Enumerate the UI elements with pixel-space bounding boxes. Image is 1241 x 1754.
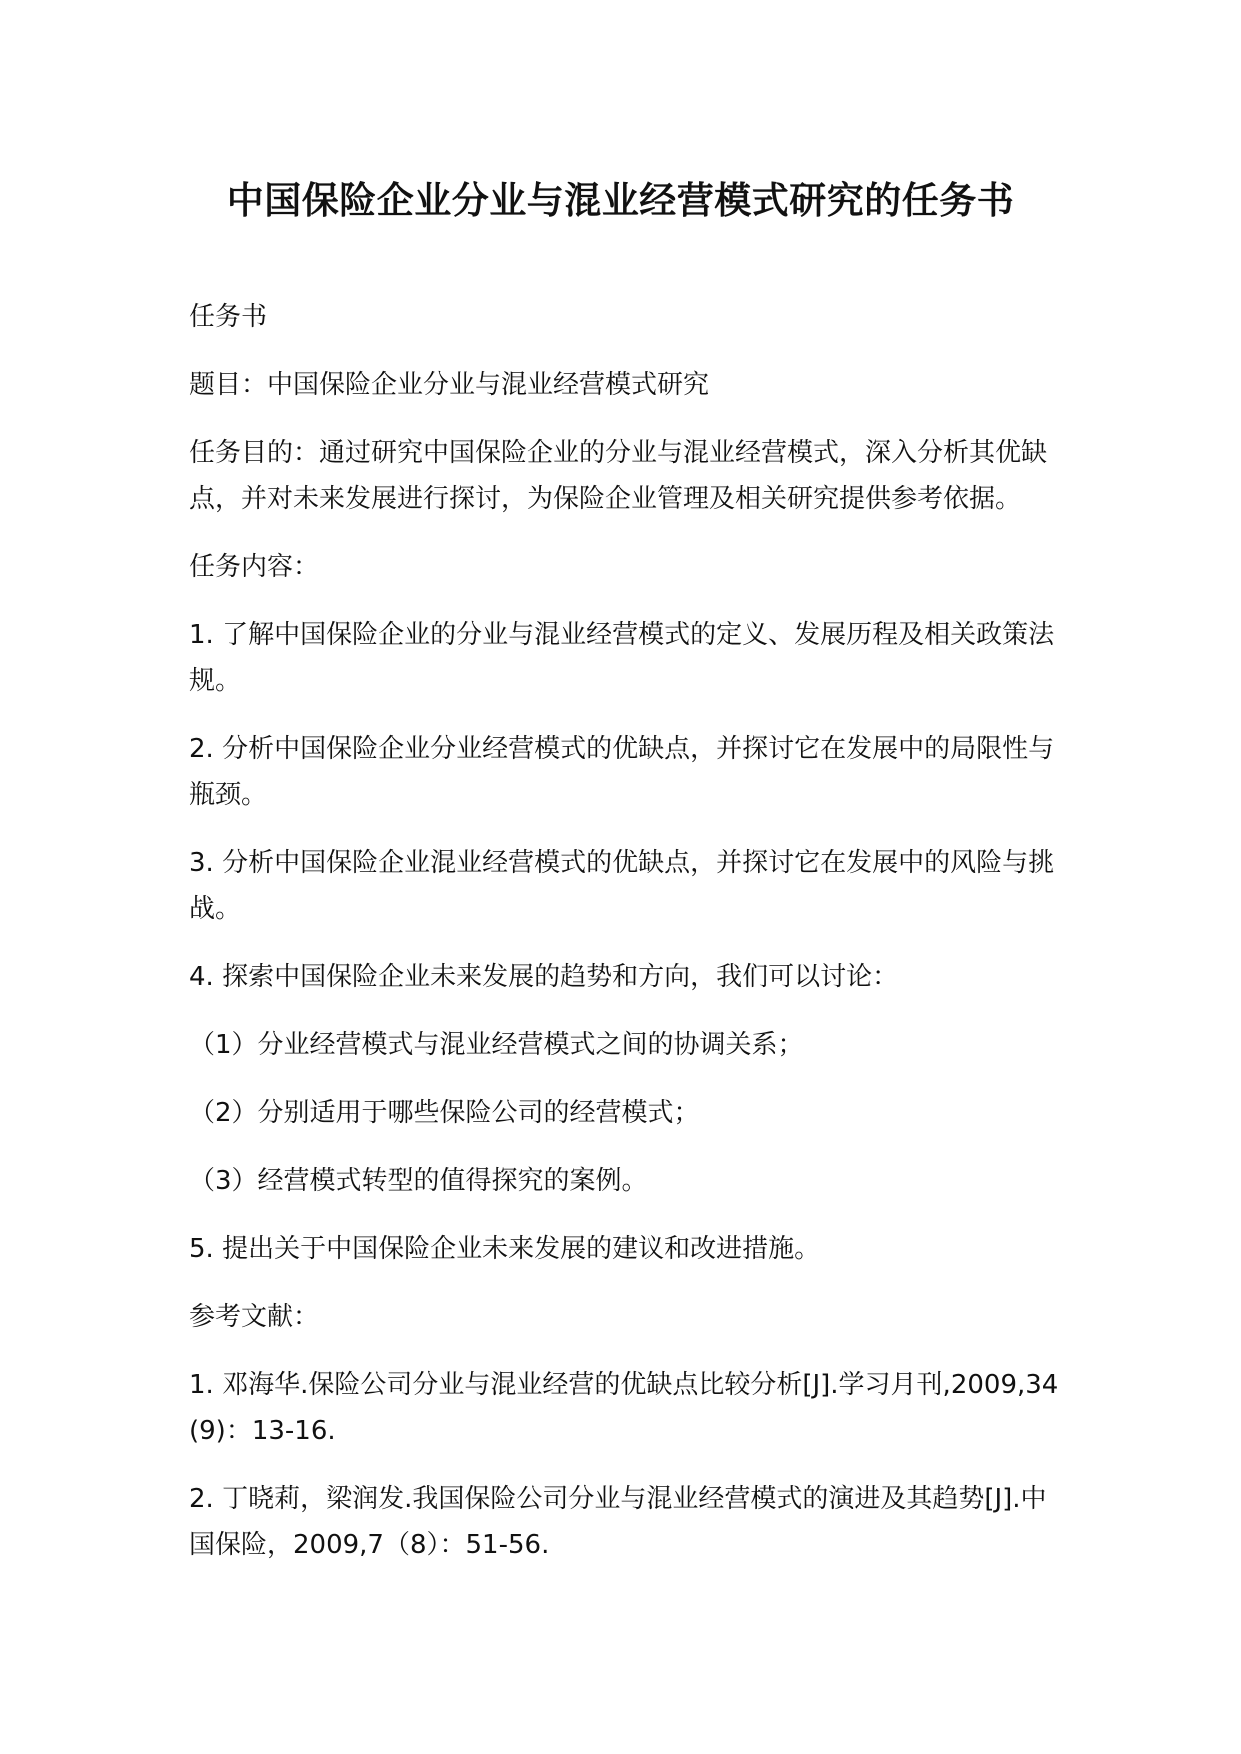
references-heading: 参考文献： [189,1302,320,1332]
task-subitem-3: （3）经营模式转型的值得探究的案例。 [189,1166,648,1196]
task-purpose: 任务目的：通过研究中国保险企业的分业与混业经营模式，深入分析其优缺点，并对未来发展进行探讨，为保险企业管理及相关研究提供参考依据。 [189,438,1048,514]
reference-1: 1. 邓海华.保险公司分业与混业经营的优缺点比较分析[J].学习月刊,2009,34(9)：13-16. [189,1370,1059,1446]
task-item-1: 1. 了解中国保险企业的分业与混业经营模式的定义、发展历程及相关政策法规。 [189,620,1055,696]
topic-line: 题目：中国保险企业分业与混业经营模式研究 [189,370,710,400]
task-subitem-2: （2）分别适用于哪些保险公司的经营模式； [189,1098,700,1128]
task-item-4: 4. 探索中国保险企业未来发展的趋势和方向，我们可以讨论： [189,962,899,992]
task-item-2: 2. 分析中国保险企业分业经营模式的优缺点，并探讨它在发展中的局限性与瓶颈。 [189,734,1055,810]
document-title: 中国保险企业分业与混业经营模式研究的任务书 [226,179,1015,222]
task-item-3: 3. 分析中国保险企业混业经营模式的优缺点，并探讨它在发展中的风险与挑战。 [189,848,1055,924]
task-content-heading: 任务内容： [189,552,320,582]
section-heading-task-book: 任务书 [189,302,268,332]
document-body [189,294,1069,1590]
task-subitem-1: （1）分业经营模式与混业经营模式之间的协调关系； [189,1030,804,1060]
task-item-5: 5. 提出关于中国保险企业未来发展的建议和改进措施。 [189,1234,821,1264]
reference-2: 2. 丁晓莉，梁润发.我国保险公司分业与混业经营模式的演进及其趋势[J].中国保险，2009,7（8）：51-56. [189,1484,1047,1560]
